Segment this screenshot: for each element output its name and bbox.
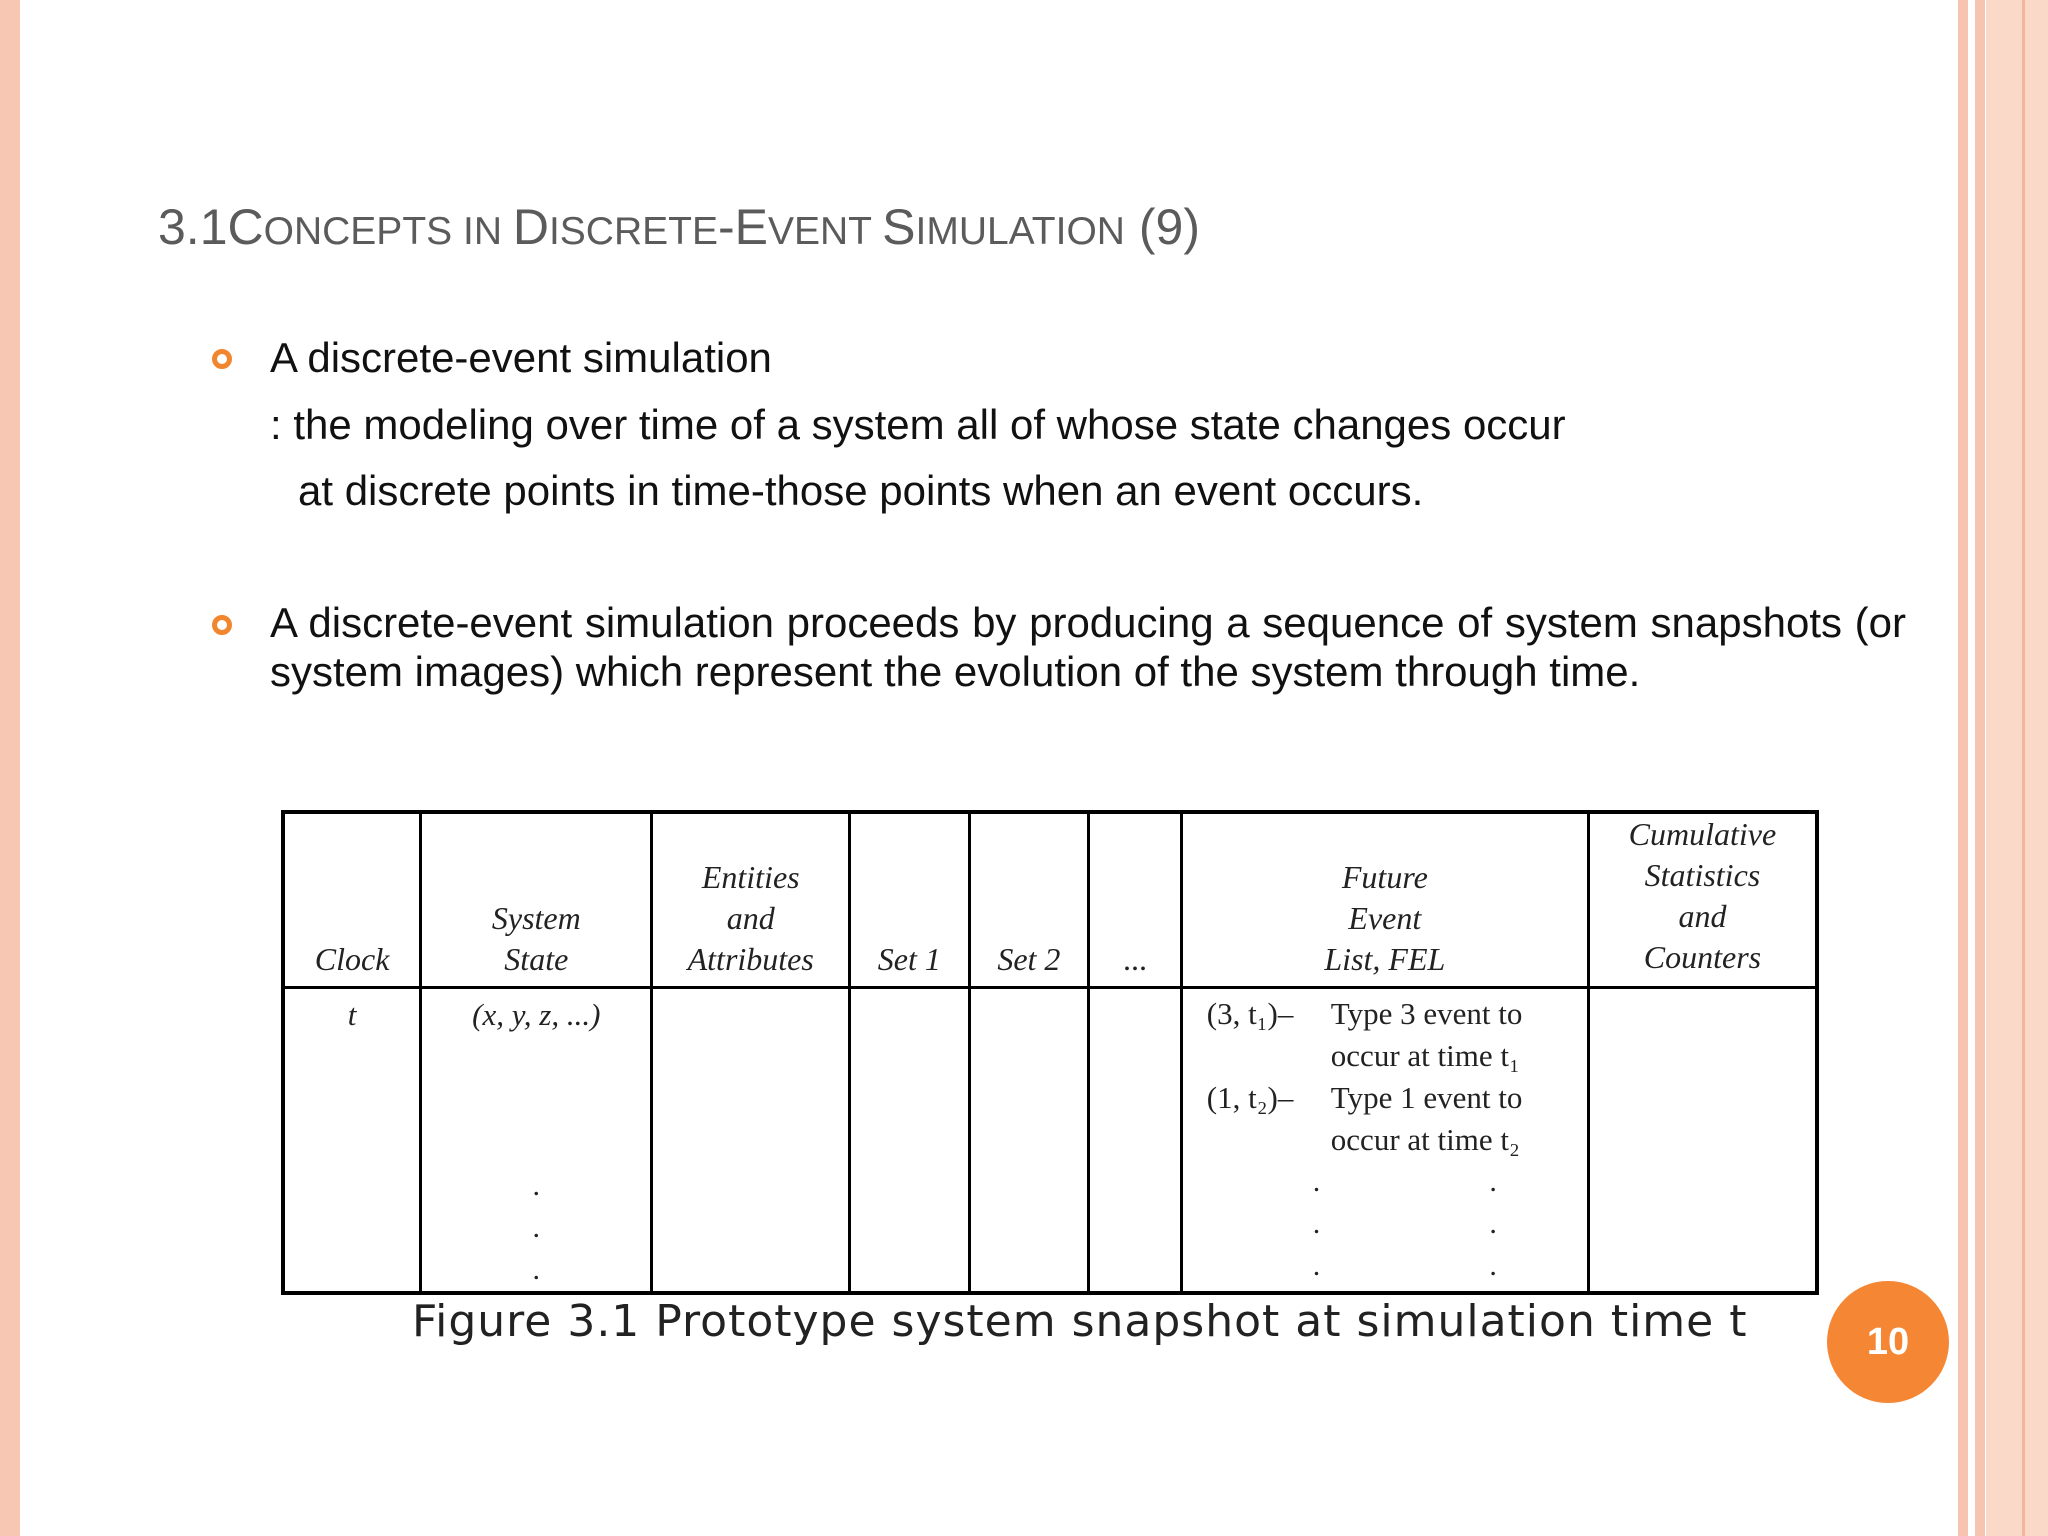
fel-vertical-dots: . . . . . . (1312, 1165, 1497, 1282)
bullet-circle-icon (212, 349, 232, 369)
bullet-text: A discrete-event simulation (270, 334, 772, 381)
right-decor-band (1958, 0, 1968, 1536)
header-set2: Set 2 (969, 812, 1089, 988)
left-decor-stripe (0, 0, 20, 1536)
cell-system-state: (x, y, z, ...) . . . (421, 988, 652, 1294)
header-fel: Future Event List, FEL (1181, 812, 1588, 988)
slide-title: 3.1CONCEPTS IN DISCRETE-EVENT SIMULATION (9) (158, 199, 1200, 255)
cell-set2 (969, 988, 1089, 1294)
fel-entry: (3, t₁)– Type 3 event to occur at time t₁ (1206, 996, 1523, 1073)
cell-entities (652, 988, 850, 1294)
header-entities: Entities and Attributes (652, 812, 850, 988)
header-cumulative: Cumulative Statistics and Counters (1588, 812, 1817, 988)
table-header-row (283, 812, 1817, 988)
definition-line: : the modeling over time of a system all of whose state changes occur (270, 401, 1566, 448)
definition-line: at discrete points in time-those points when an event occurs. (298, 467, 1424, 514)
header-system-state: System State (421, 812, 652, 988)
right-decor-band (2022, 0, 2025, 1536)
system-snapshot-table (281, 810, 1819, 1295)
bullet-circle-icon (212, 615, 232, 635)
figure-caption: Figure 3.1 Prototype system snapshot at simulation time t (412, 1296, 1748, 1347)
cell-set1 (850, 988, 970, 1294)
bullet-paragraph: A discrete-event simulation proceeds by producing a sequence of system snapshots (or system images) which represent the evolution of the system through time. (270, 599, 1906, 695)
cell-fel (1181, 988, 1588, 1294)
header-ellipsis: ... (1089, 812, 1182, 988)
table-row (283, 988, 1817, 1294)
right-decor-band (1986, 0, 2048, 1536)
cell-ellipsis (1089, 988, 1182, 1294)
page-number-badge: 10 (1827, 1281, 1949, 1403)
right-decor-band (1975, 0, 1985, 1536)
cell-cumulative (1588, 988, 1817, 1294)
header-clock: Clock (283, 812, 421, 988)
fel-entry: (1, t₂)– Type 1 event to occur at time t₂ (1206, 1080, 1523, 1157)
cell-clock: t (283, 988, 421, 1294)
header-set1: Set 1 (850, 812, 970, 988)
